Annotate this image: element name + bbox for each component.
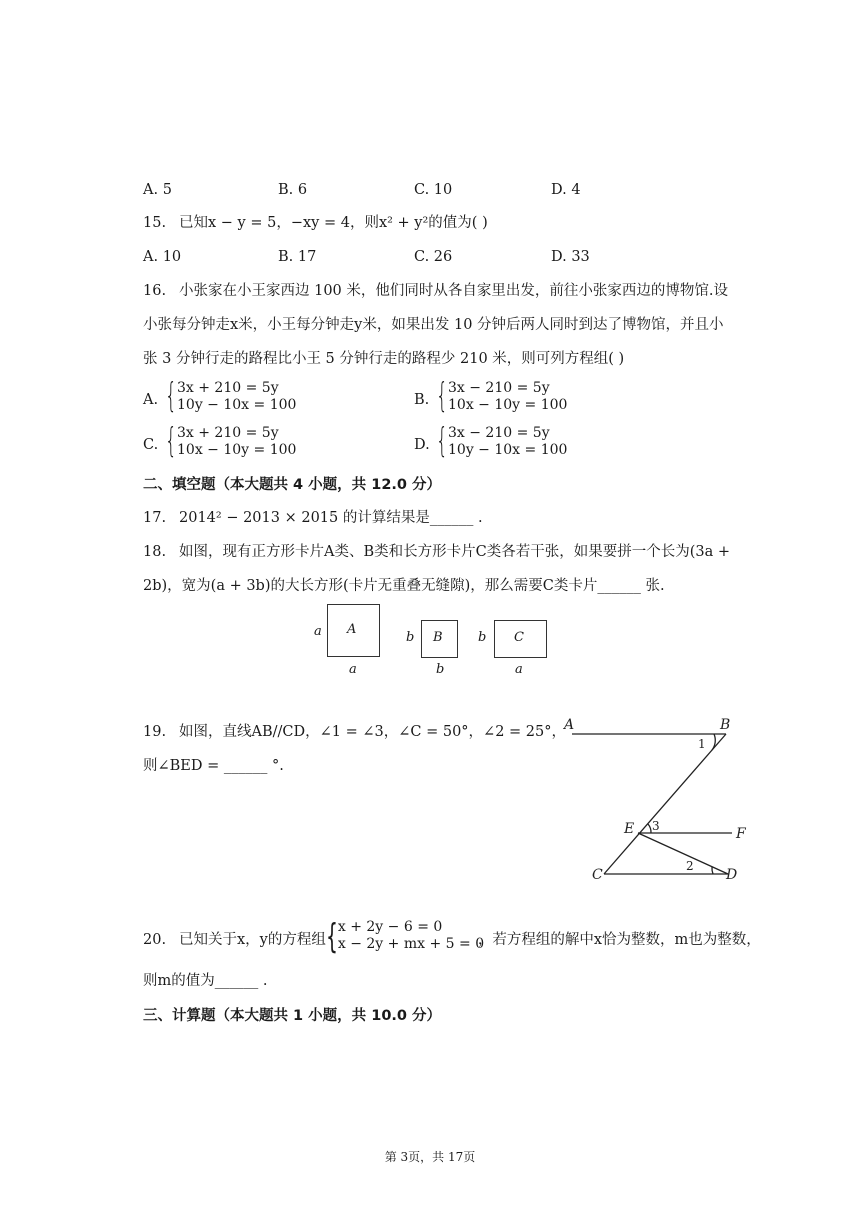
q16-option-c-label: C. bbox=[143, 437, 159, 453]
q16-option-b-label: B. bbox=[414, 392, 430, 408]
label-angle-1: 1 bbox=[698, 737, 706, 751]
q20-eq1: x + 2y − 6 = 0 bbox=[337, 919, 443, 935]
q18-cards-figure bbox=[310, 602, 550, 682]
q18-number: 18. bbox=[143, 544, 167, 560]
q15-question bbox=[143, 213, 488, 233]
q19-text-1: 如图，直线AB//CD，∠1 = ∠3，∠C = 50°，∠2 = 25°， bbox=[179, 724, 566, 740]
q20-text-post: ，若方程组的解中x恰为整数，m也为整数， bbox=[477, 932, 761, 948]
q16-option-c-eq1: 3x + 210 = 5y bbox=[177, 425, 279, 441]
q16-line-3: 张 3 分钟行走的路程比小王 5 分钟行走的路程少 210 米，则可列方程组( ) bbox=[143, 351, 625, 367]
q16-option-c-eq2: 10x − 10y = 100 bbox=[177, 442, 297, 458]
q19-geometry-figure bbox=[560, 712, 760, 884]
card-a bbox=[327, 604, 380, 657]
card-c-bottom-label: a bbox=[515, 662, 523, 677]
line-bc bbox=[604, 734, 726, 874]
q16-option-b-eq1: 3x − 210 = 5y bbox=[448, 380, 550, 396]
card-a-label: A bbox=[347, 622, 357, 637]
label-e: E bbox=[624, 821, 635, 837]
card-b-side-label: b bbox=[406, 630, 415, 645]
label-a: A bbox=[564, 717, 575, 733]
label-f: F bbox=[736, 826, 746, 842]
card-b-bottom-label: b bbox=[436, 662, 445, 677]
q15-text: 已知x − y = 5，−xy = 4，则x² + y²的值为( ) bbox=[179, 215, 488, 231]
q20-eq2: x − 2y + mx + 5 = 0 bbox=[337, 936, 485, 952]
section-title-calculation: 三、计算题（本大题共 1 小题，共 10.0 分） bbox=[143, 1008, 442, 1024]
card-a-side-label: a bbox=[314, 624, 322, 639]
q19-number: 19. bbox=[143, 724, 167, 740]
brace-icon: { bbox=[165, 376, 177, 416]
q17-question bbox=[143, 508, 483, 528]
q15-option-c: C. 26 bbox=[414, 249, 453, 265]
section-title-fill-blank: 二、填空题（本大题共 4 小题，共 12.0 分） bbox=[143, 477, 442, 493]
card-c-label: C bbox=[514, 630, 524, 645]
brace-icon: { bbox=[325, 917, 338, 957]
q16-option-d-label: D. bbox=[414, 437, 430, 453]
q20-equation-system bbox=[325, 917, 485, 957]
q16-line-2: 小张每分钟走x米，小王每分钟走y米，如果出发 10 分钟后两人同时到达了博物馆，并且小 bbox=[143, 317, 724, 333]
q14-option-d: D. 4 bbox=[551, 182, 581, 198]
q14-option-c: C. 10 bbox=[414, 182, 453, 198]
q16-number: 16. bbox=[143, 283, 167, 299]
card-b-label: B bbox=[433, 630, 443, 645]
angle-3-arc bbox=[648, 824, 651, 833]
brace-icon: { bbox=[165, 421, 177, 461]
q16-option-d-eq1: 3x − 210 = 5y bbox=[448, 425, 550, 441]
card-a-bottom-label: a bbox=[349, 662, 357, 677]
q14-option-b: B. 6 bbox=[278, 182, 308, 198]
q15-number: 15. bbox=[143, 215, 167, 231]
q15-option-b: B. 17 bbox=[278, 249, 317, 265]
label-angle-2: 2 bbox=[686, 859, 694, 873]
label-angle-3: 3 bbox=[652, 819, 660, 833]
q20-text-pre: 已知关于x，y的方程组 bbox=[179, 932, 326, 948]
q16-option-b bbox=[414, 376, 614, 420]
q16-option-d-eq2: 10y − 10x = 100 bbox=[448, 442, 568, 458]
q16-option-c bbox=[143, 421, 343, 465]
brace-icon: { bbox=[436, 421, 448, 461]
q16-option-a bbox=[143, 376, 343, 420]
q18-line-2: 2b)，宽为(a + 3b)的大长方形(卡片无重叠无缝隙)，那么需要C类卡片______ 张. bbox=[143, 578, 665, 594]
q18-line-1 bbox=[143, 542, 730, 562]
label-d: D bbox=[726, 867, 738, 883]
q19-line-2: 则∠BED = ______ °. bbox=[143, 758, 284, 774]
q15-option-a: A. 10 bbox=[143, 249, 182, 265]
q20-line-1 bbox=[143, 917, 761, 957]
q16-line-1 bbox=[143, 281, 728, 301]
card-b bbox=[421, 620, 458, 658]
card-c bbox=[494, 620, 547, 658]
label-c: C bbox=[592, 867, 603, 883]
q20-number: 20. bbox=[143, 932, 167, 948]
card-c-side-label: b bbox=[478, 630, 487, 645]
label-b: B bbox=[720, 717, 731, 733]
q15-option-d: D. 33 bbox=[551, 249, 590, 265]
q16-text-1: 小张家在小王家西边 100 米，他们同时从各自家里出发，前往小张家西边的博物馆.设 bbox=[179, 283, 729, 299]
brace-icon: { bbox=[436, 376, 448, 416]
q16-option-d bbox=[414, 421, 614, 465]
q14-option-a: A. 5 bbox=[143, 182, 172, 198]
q17-number: 17. bbox=[143, 510, 167, 526]
line-ed bbox=[638, 833, 728, 874]
angle-2-arc bbox=[712, 867, 713, 874]
page-footer: 第 3页，共 17页 bbox=[384, 1150, 476, 1164]
q17-text: 2014² − 2013 × 2015 的计算结果是______ . bbox=[179, 510, 483, 526]
q20-line-2: 则m的值为______ . bbox=[143, 973, 268, 989]
q18-text-1: 如图，现有正方形卡片A类、B类和长方形卡片C类各若干张，如果要拼一个长为(3a + bbox=[179, 544, 731, 560]
q16-option-a-eq2: 10y − 10x = 100 bbox=[177, 397, 297, 413]
q19-line-1 bbox=[143, 722, 566, 742]
q16-option-a-eq1: 3x + 210 = 5y bbox=[177, 380, 279, 396]
q16-option-b-eq2: 10x − 10y = 100 bbox=[448, 397, 568, 413]
q16-option-a-label: A. bbox=[143, 392, 159, 408]
